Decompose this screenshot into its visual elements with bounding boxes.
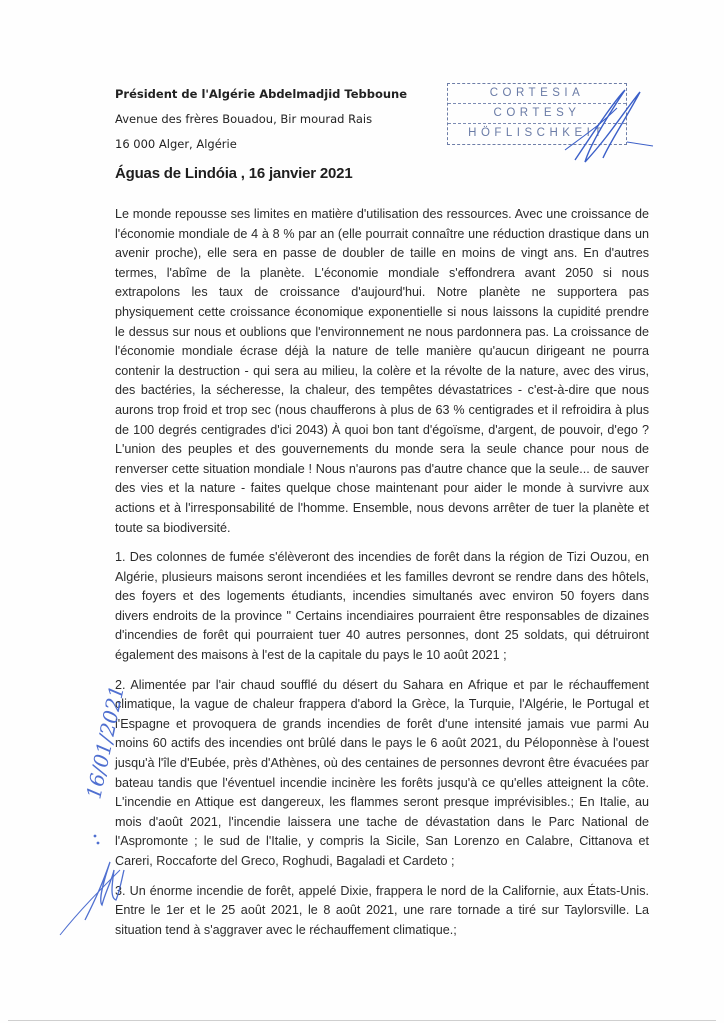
numbered-paragraph: 1. Des colonnes de fumée s'élèveront des incendies de forêt dans la région de Tizi Ouzou, en Algérie, plusieurs maisons seront incendiées et les familles devront se rendre dans des hôtels, des foyers et des logements étudiants, incendies simultanés avec environ 50 foyers dans divers endroits de la province " Certains incendiaires pourraient être responsables de dizaines d'incendies de forêt qui pourraient tuer 40 autres personnes, dont 25 soldats, qui détruiront également des maisons à l'est de la capitale du pays le 10 août 2021 ;	[115, 550, 649, 663]
stamp-line: HÖFLISCHKEIT	[468, 127, 606, 139]
letter-body	[115, 205, 649, 950]
recipient-street: Avenue des frères Bouadou, Bir mourad Rais	[115, 112, 373, 126]
page-bottom-edge	[8, 1020, 716, 1021]
place-and-date: Águas de Lindóia , 16 janvier 2021	[115, 165, 353, 182]
stamp-line: CORTESY	[448, 104, 626, 124]
intro-paragraph: Le monde repousse ses limites en matière d'utilisation des ressources. Avec une croissance de l'économie mondiale de 4 à 8 % par an (elle pourrait connaître une réduction drastique dans un avenir proche), elle sera en passe de doubler de taille en moins de vingt ans. En d'autres termes, l'abîme de la planète. L'économie mondiale s'effondrera avant 2050 si nous extrapolons les taux de croissance d'aujourd'hui. Notre planète ne supportera pas physiquement cette croissance économique exponentielle si nous laissons la cupidité prendre le dessus sur nous et oublions que l'environnement ne nous pardonnera pas. La croissance de l'économie mondiale écrase déjà la nature de telle manière qu'aucun dirigeant ne pourra contenir la destruction - qui sera au milieu, la colère et la révolte de la nature, avec des virus, des bactéries, la sécheresse, la chaleur, des tempêtes dévastatrices - c'est-à-dire que nous aurons trop froid et trop sec (nous chaufferons à plus de 63 % centigrades et il refroidira à plus de 100 degrés centigrades d'ici 2043) À quoi bon tant d'égoïsme, d'argent, de pouvoir, d'ego ? L'union des peuples et des gouvernements du monde sera la seule chance pour nous de renverser cette situation mondiale ! Nous n'aurons pas d'autre chance que la seule... de sauver des vies et la nature - faites quelque chose maintenant pour aider le monde à survivre aux actions et à l'irresponsabilité de l'homme. Ensemble, nous devons arrêter de tuer la planète et toute sa biodiversité.	[115, 207, 649, 535]
numbered-paragraph: 3. Un énorme incendie de forêt, appelé Dixie, frappera le nord de la Californie, aux États-Unis. Entre le 1er et le 25 août 2021, le 8 août 2021, une rare tornade a tiré sur Taylorsville. La situation tend à s'aggraver avec le réchauffement climatique.;	[115, 883, 649, 937]
recipient-city: 16 000 Alger, Algérie	[115, 137, 237, 151]
handwritten-date: 16/01/2021	[81, 683, 129, 802]
stamp-line: CORTESIA	[448, 84, 626, 104]
courtesy-stamp	[447, 83, 627, 145]
numbered-paragraph: 2. Alimentée par l'air chaud soufflé du désert du Sahara en Afrique et par le réchauffement climatique, la vague de chaleur frappera d'abord la Grèce, la Turquie, l'Algérie, le Portugal et l'Espagne et provoquera de grands incendies de forêt d'une intensité jamais vue parmi Au moins 60 actifs des incendies ont brûlé dans le pays le 6 août 2021, du Péloponnèse à l'ouest jusqu'à l'île d'Eubée, près d'Athènes, où des centaines de personnes devront être évacuées par bateau tandis que l'éventuel incendie incinère les forêts jusqu'à ce qu'elles atteignent la côte. L'incendie en Attique est dangereux, les flammes seront presque imprévisibles.; En Italie, au mois d'août 2021, l'incendie laissera une tache de dévastation dans le Parc National de l'Aspromonte ; le sud de l'Italie, y compris la Sicile, San Lorenzo en Calabre, Cittanova et Careri, Roccaforte del Greco, Roghudi, Bagaladi et Cardeto ;	[115, 677, 649, 868]
recipient-address-block	[115, 86, 407, 161]
recipient-name: Président de l'Algérie Abdelmadjid Tebboune	[115, 87, 408, 101]
